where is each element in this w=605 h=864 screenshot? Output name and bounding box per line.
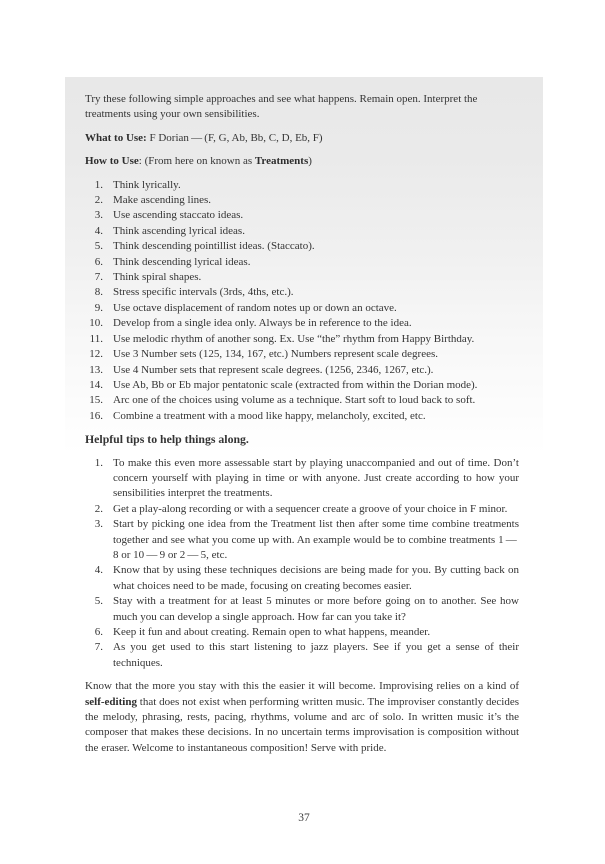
item-number: 14. <box>89 378 103 391</box>
treatment-item <box>85 316 519 331</box>
treatment-item <box>85 178 519 193</box>
item-text: Use 4 Number sets that represent scale degrees. (1256, 2346, 1267, etc.). <box>113 363 434 376</box>
item-number: 7. <box>94 641 103 654</box>
how-to-use-end: ) <box>308 155 312 168</box>
closing-part1: Know that the more you stay with this the easier it will become. Improvising relies on a kind of <box>85 680 519 693</box>
treatment-item <box>85 393 519 408</box>
treatment-item <box>85 255 519 270</box>
page-content <box>65 77 543 756</box>
treatment-item <box>85 409 519 424</box>
item-number: 15. <box>89 394 103 407</box>
item-number: 5. <box>94 240 103 253</box>
tips-list <box>85 456 519 672</box>
item-text: Arc one of the choices using volume as a technique. Start soft to loud back to soft. <box>113 394 476 407</box>
treatment-item <box>85 270 519 285</box>
item-number: 16. <box>89 409 103 422</box>
page-number: 37 <box>298 812 310 824</box>
treatment-item <box>85 363 519 378</box>
item-number: 13. <box>89 363 103 376</box>
item-number: 10. <box>89 317 103 330</box>
tip-item <box>85 563 519 594</box>
how-to-use-label: How to Use <box>85 155 139 168</box>
closing-part2: that does not exist when performing written music. The improviser constantly decides the melody, phrasing, rests, pacing, rhythms, volume and arc of solo. In written music it’s the composer that makes these decisions. In no uncertain terms improvisation is composition without the eraser. Welcome to instantaneous composition! Serve with pride. <box>85 695 519 754</box>
item-text: Use melodic rhythm of another song. Ex. Use “the” rhythm from Happy Birthday. <box>113 332 475 345</box>
intro-paragraph: Try these following simple approaches and see what happens. Remain open. Interpret the treatments using your own sensibilities. <box>85 93 478 121</box>
item-text: Use ascending staccato ideas. <box>113 209 244 222</box>
tip-item <box>85 640 519 671</box>
item-number: 3. <box>94 209 103 222</box>
item-number: 3. <box>94 518 103 531</box>
item-text: To make this even more assessable start by playing unaccompanied and out of time. Don’t concern yourself with playing in time or with anyone. Just create according to how your sensibilities interpret the treatments. <box>113 456 519 500</box>
item-number: 6. <box>94 626 103 638</box>
item-text: Think spiral shapes. <box>113 271 202 284</box>
how-to-use-mid: : (From here on known as <box>138 155 255 168</box>
item-text: Use 3 Number sets (125, 134, 167, etc.) Numbers represent scale degrees. <box>113 348 439 361</box>
item-number: 11. <box>89 332 103 345</box>
item-text: Stress specific intervals (3rds, 4ths, etc.). <box>113 286 294 299</box>
treatment-item <box>85 285 519 300</box>
treatment-item <box>85 193 519 208</box>
item-text: Think descending lyrical ideas. <box>113 255 251 268</box>
closing-bold-term: self-editing <box>85 695 137 708</box>
item-text: Start by picking one idea from the Treatment list then after some time combine treatments together and see what you come up with. An example would be to combine treatments 1 — 8 or 10 — 9 or 2 — 5, etc. <box>113 518 519 561</box>
how-to-use-treatments-word: Treatments <box>254 155 309 168</box>
item-text: Keep it fun and about creating. Remain open to what happens, meander. <box>113 626 431 638</box>
what-to-use-label: What to Use: <box>85 131 147 144</box>
item-number: 5. <box>94 595 103 608</box>
treatment-item <box>85 208 519 223</box>
tip-item <box>85 594 519 625</box>
tip-item <box>85 625 519 640</box>
item-text: Think ascending lyrical ideas. <box>113 224 245 237</box>
treatment-item <box>85 301 519 316</box>
item-text: Think lyrically. <box>113 178 181 191</box>
item-text: Use Ab, Bb or Eb major pentatonic scale (extracted from within the Dorian mode). <box>113 378 478 391</box>
treatment-item <box>85 239 519 254</box>
item-number: 4. <box>94 224 103 237</box>
item-number: 4. <box>94 564 103 577</box>
item-text: Get a play-along recording or with a sequencer create a groove of your choice in F minor. <box>113 502 508 515</box>
item-text: As you get used to this start listening to jazz players. See if you get a sense of their techniques. <box>113 641 519 669</box>
item-number: 1. <box>94 178 103 191</box>
item-number: 6. <box>94 255 103 268</box>
item-number: 8. <box>94 286 103 299</box>
treatment-item <box>85 378 519 393</box>
item-text: Make ascending lines. <box>113 194 212 207</box>
treatments-list <box>85 178 519 425</box>
closing-paragraph <box>85 679 519 756</box>
item-number: 1. <box>94 456 103 469</box>
what-to-use-value: F Dorian — (F, G, Ab, Bb, C, D, Eb, F) <box>146 131 323 144</box>
item-number: 12. <box>89 348 103 361</box>
what-to-use-line <box>85 131 519 146</box>
item-number: 2. <box>94 194 103 207</box>
item-text: Use octave displacement of random notes up or down an octave. <box>113 301 397 314</box>
item-number: 9. <box>94 301 103 314</box>
item-text: Know that by using these techniques decisions are being made for you. By cutting back on what choices need to be made, focusing on creating becomes easier. <box>113 564 519 592</box>
tip-item <box>85 517 519 563</box>
tip-item <box>85 456 519 502</box>
item-text: Stay with a treatment for at least 5 minutes or more before going on to another. See how much you can develop a single approach. How far can you take it? <box>113 595 519 623</box>
treatment-item <box>85 347 519 362</box>
item-text: Combine a treatment with a mood like happy, melancholy, excited, etc. <box>113 409 426 422</box>
tip-item <box>85 502 519 517</box>
item-text: Think descending pointillist ideas. (Staccato). <box>113 240 315 253</box>
book-page <box>65 77 543 864</box>
treatment-item <box>85 224 519 239</box>
tips-heading: Helpful tips to help things along. <box>85 432 249 447</box>
treatment-item <box>85 332 519 347</box>
item-text: Develop from a single idea only. Always be in reference to the idea. <box>113 317 412 330</box>
item-number: 7. <box>94 271 103 284</box>
item-number: 2. <box>94 502 103 515</box>
how-to-use-line <box>85 154 519 169</box>
